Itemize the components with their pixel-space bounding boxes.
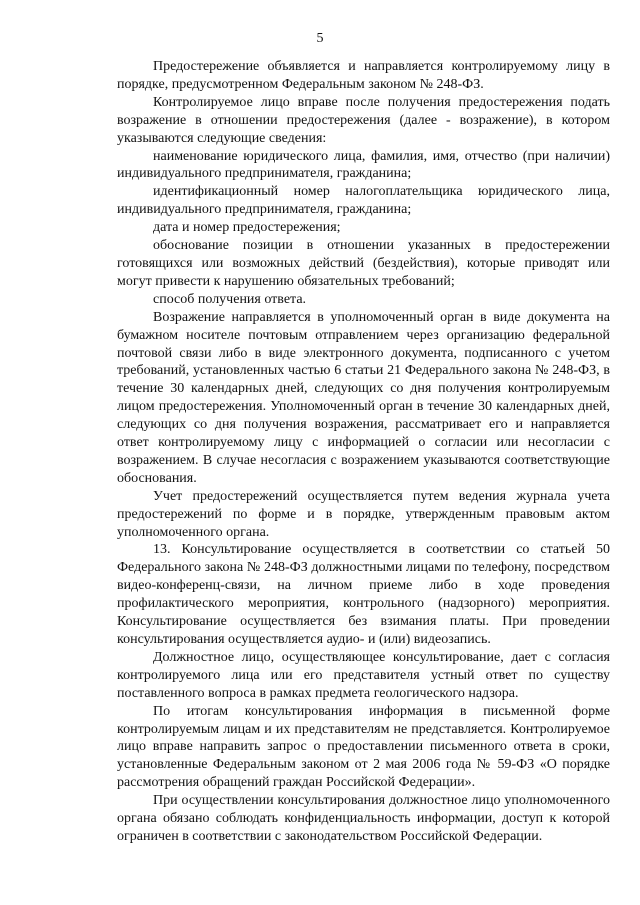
paragraph-objection-submission: Возражение направляется в уполномоченный орган в виде документа на бумажном носителе почтовым отправлением через организацию федеральной почтовой связи либо в виде электронного документа, подписанного с учетом требований, установленных частью 6 статьи 21 Федерального закона № 248-ФЗ, в течение 30 календарных дней, следующих со дня получения контролируемым лицом предостережения. Уполномоченный орган в течение 30 календарных дней, следующих со дня получения возражения, рассматривает его и направляется ответ контролируемому лицу с информацией о согласии или несогласии с возражением. В случае несогласия с возражением указываются соответствующие обоснования. <box>117 309 610 486</box>
list-item-warning-date: дата и номер предостережения; <box>153 220 341 236</box>
paragraph-warning-announcement: Предостережение объявляется и направляется контролируемому лицу в порядке, предусмотренном Федеральным законом № 248-ФЗ. <box>117 59 610 92</box>
paragraph-oral-answer: Должностное лицо, осуществляющее консультирование, дает с согласия контролируемого лица или его представителя устный ответ по существу поставленного вопроса в рамках предмета геологического надзора. <box>117 649 610 701</box>
list-item-justification: обоснование позиции в отношении указанных в предостережении готовящихся или возможных действий (бездействия), которые приводят или могут привести к нарушению обязательных требований; <box>117 238 610 289</box>
list-item-inn: идентификационный номер налогоплательщика юридического лица, индивидуального предпринимателя, гражданина; <box>117 184 610 218</box>
paragraph-written-answer: По итогам консультирования информация в письменной форме контролируемым лицам и их представителям не представляется. Контролируемое лицо вправе направить запрос о предоставлении письменного ответа в сроки, установленные Федеральным законом от 2 мая 2006 года № 59-ФЗ «О порядке рассмотрения обращений граждан Российской Федерации». <box>117 703 610 791</box>
list-item-response-method: способ получения ответа. <box>153 291 307 307</box>
page-number: 5 <box>316 31 324 46</box>
list-item-name: наименование юридического лица, фамилия, имя, отчество (при наличии) индивидуального предпринимателя, гражданина; <box>117 148 610 182</box>
document-body <box>117 58 610 846</box>
paragraph-objection-right: Контролируемое лицо вправе после получения предостережения подать возражение в отношении предостережения (далее - возражение), в котором указываются следующие сведения: <box>117 94 610 146</box>
paragraph-confidentiality: При осуществлении консультирования должностное лицо уполномоченного органа обязано соблюдать конфиденциальность информации, доступ к которой ограничен в соответствии с законодательством Российской Федерации. <box>117 793 610 844</box>
paragraph-consulting: 13. Консультирование осуществляется в соответствии со статьей 50 Федерального закона № 248-ФЗ должностными лицами по телефону, посредством видео-конференц-связи, на личном приеме либо в ходе проведения профилактического мероприятия, контрольного (надзорного) мероприятия. Консультирование осуществляется без взимания платы. При проведении консультирования осуществляется аудио- и (или) видеозапись. <box>117 542 610 647</box>
paragraph-warnings-register: Учет предостережений осуществляется путем ведения журнала учета предостережений по форме и в порядке, утвержденным правовым актом уполномоченного органа. <box>117 488 610 540</box>
